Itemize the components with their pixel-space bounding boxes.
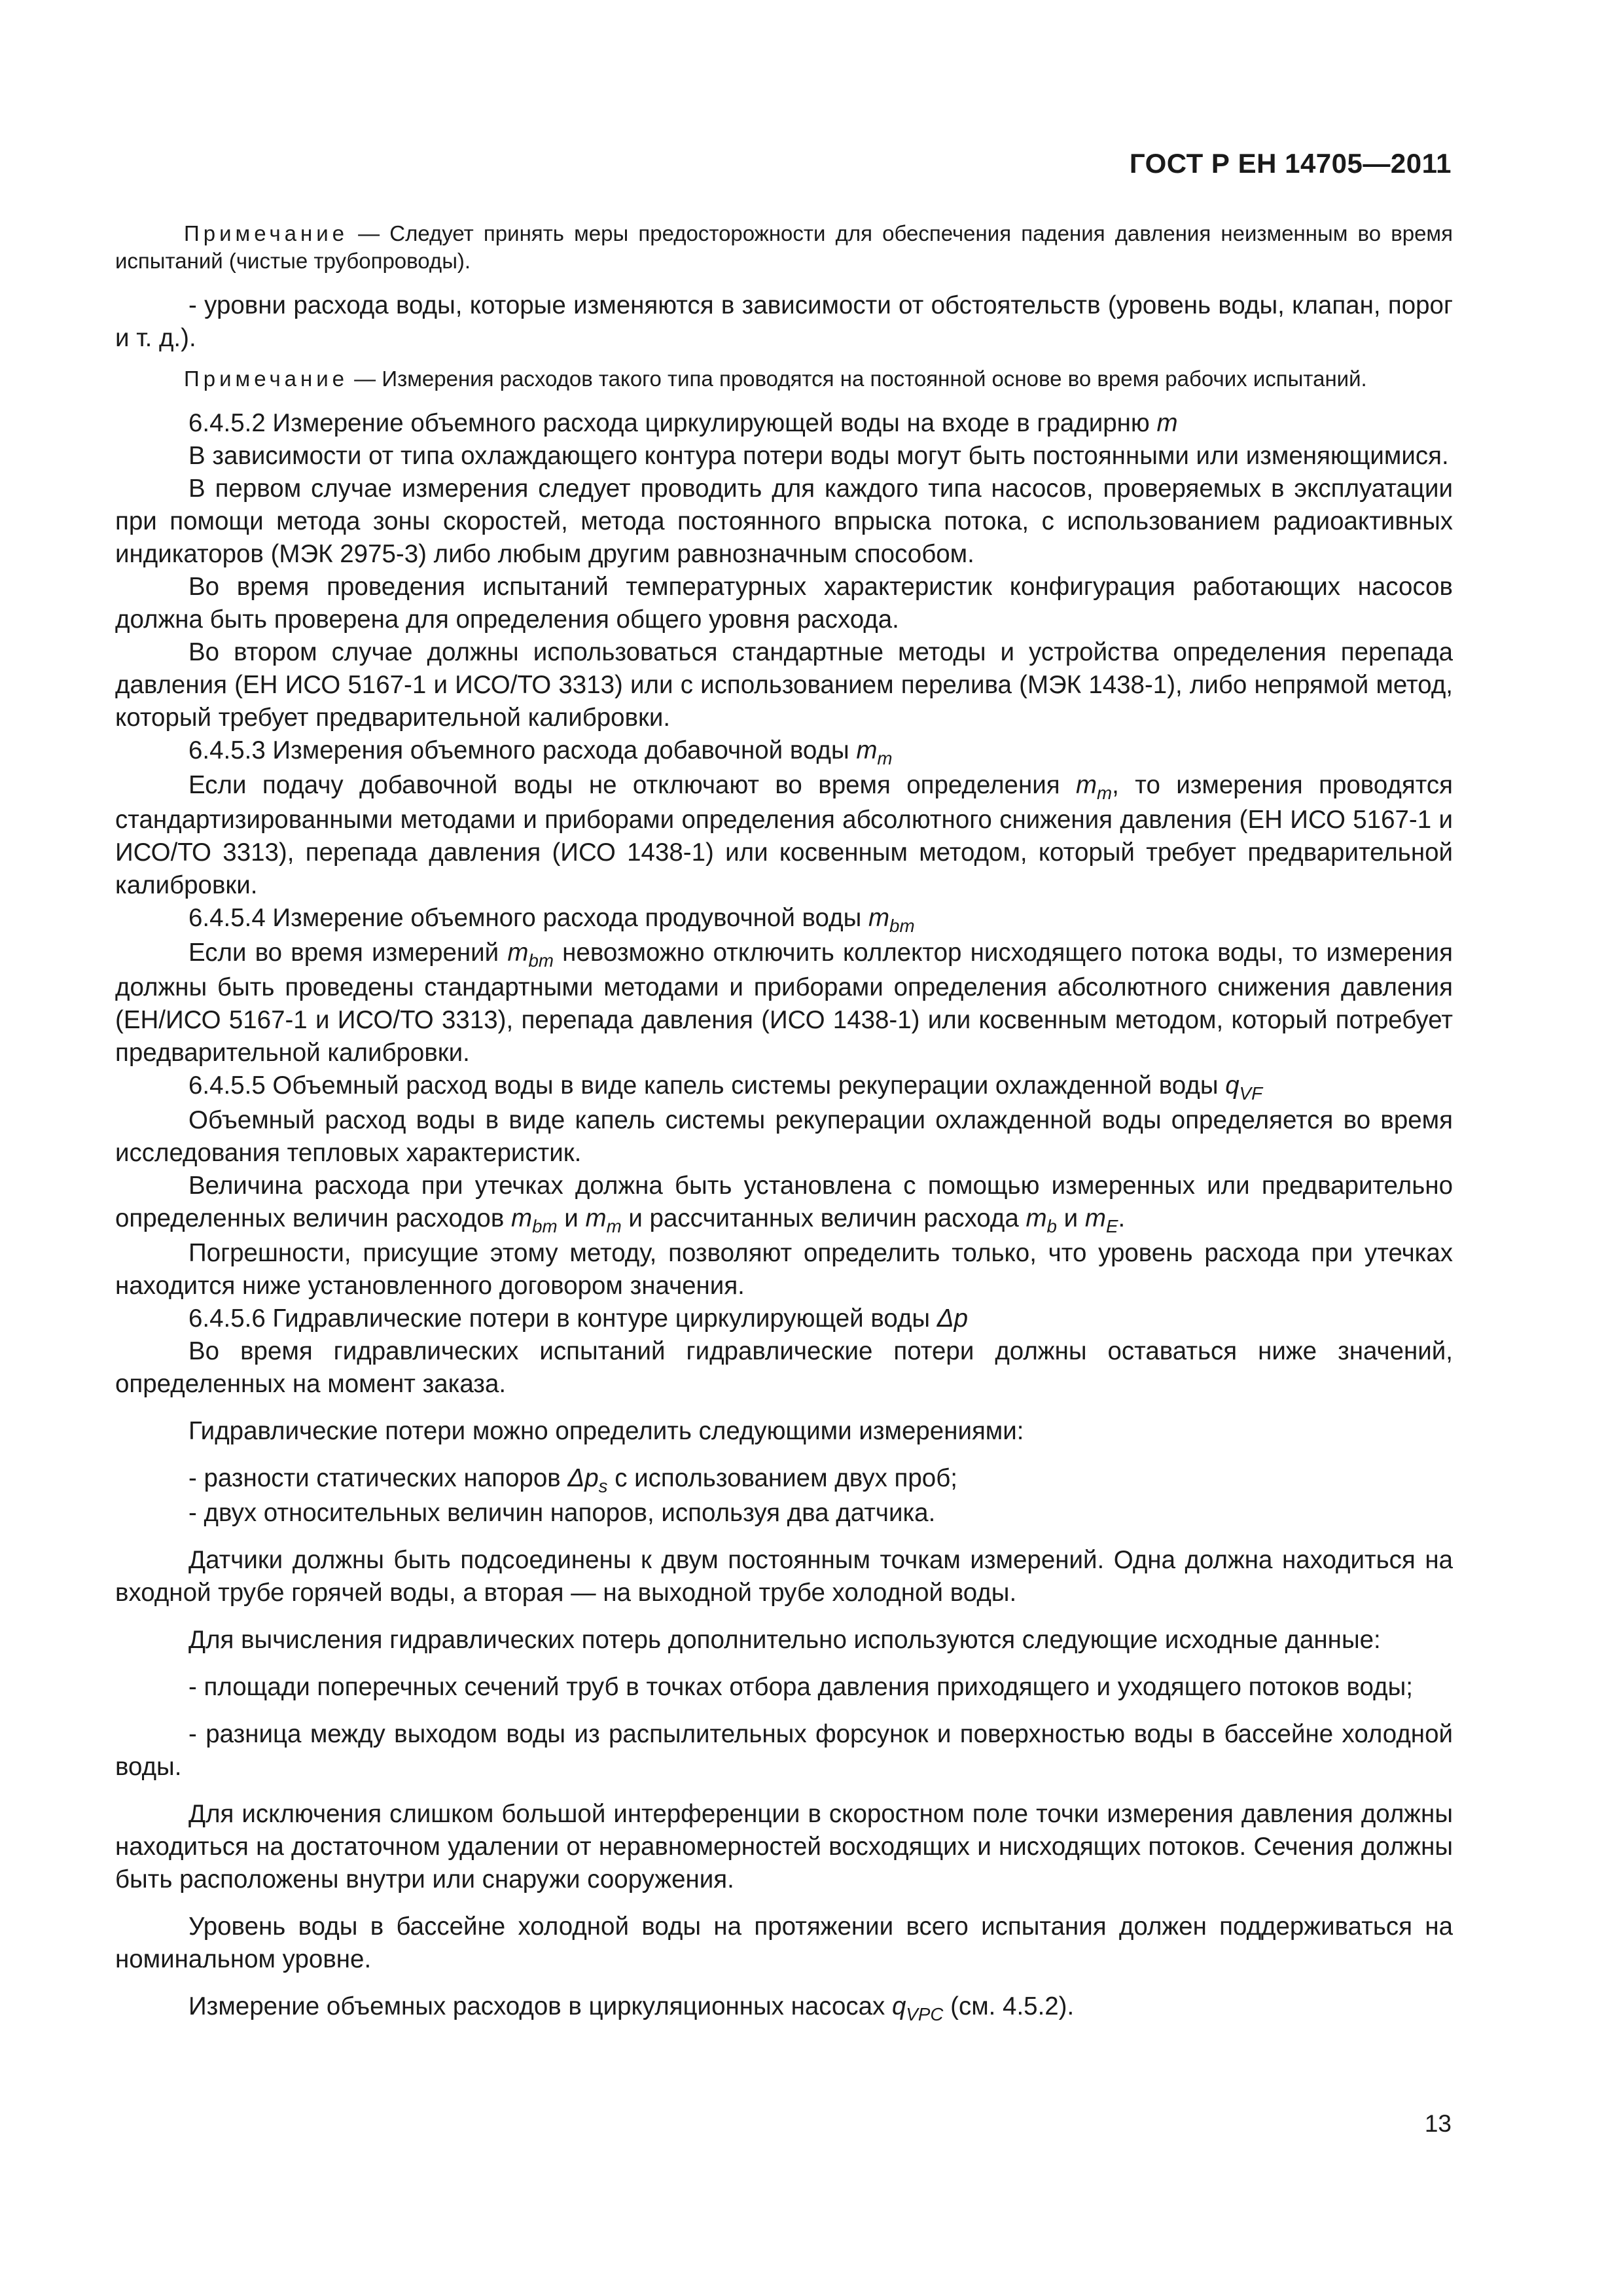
symbol-m-b: $m_b$ [1026,1204,1057,1236]
list-item: - разности статических напоров $\Delta p_s$ с использованием двух проб; [188,1464,957,1496]
heading-6-4-5-2: 6.4.5.2 Измерение объемного расхода циркулирующей воды на входе в градирню m [188,409,1178,437]
page-number: 13 [1424,2110,1452,2137]
symbol-m-m: $m_m$ [856,736,893,768]
note-1-text: — Следует принять меры предосторожности для обеспечения падения давления неизменным во время испытаний (чистые трубопроводы). [115,221,1453,273]
paragraph: Если во время измерений $m_{bm}$ невозможно отключить коллектор нисходящего потока воды, то измерения должны быть проведены стандартными методами и приборами определения абсолютного снижения давления (ЕН/ИСО 5167-1 и ИСО/ТО 3313), перепада давления (ИСО 1438-1) или косвенным методом, который потребует предварительной калибровки. [115,939,1453,1067]
page-content [115,220,1453,2025]
symbol-m-m: $m_m$ [585,1204,622,1236]
symbol-m-bm: $m_{bm}$ [510,1204,558,1236]
note-2 [115,365,1453,393]
paragraph: Измерение объемных расходов в циркуляционных насосах $q_{VPC}$ (см. 4.5.2). [188,1992,1075,2024]
symbol-m-bm: $m_{bm}$ [868,904,915,936]
paragraph: Гидравлические потери можно определить следующими измерениями: [188,1417,1024,1445]
symbol-q-vpc: $q_{VPC}$ [892,1992,944,2024]
paragraph: Погрешности, присущие этому методу, позволяют определить только, что уровень расхода при утечках находится ниже установленного договором значения. [115,1239,1453,1300]
paragraph: Во время гидравлических испытаний гидравлические потери должны оставаться ниже значений, определенных на момент заказа. [115,1337,1453,1398]
note-label: Примечание [184,367,349,391]
heading-6-4-5-6: 6.4.5.6 Гидравлические потери в контуре циркулирующей воды Δp [188,1304,969,1333]
note-1 [115,220,1453,275]
note-2-text: — Измерения расходов такого типа проводятся на постоянной основе во время рабочих испытаний. [348,367,1367,391]
paragraph: Для вычисления гидравлических потерь дополнительно используются следующие исходные данные: [188,1626,1381,1654]
note-label: Примечание [184,221,349,245]
heading-6-4-5-5: 6.4.5.5 Объемный расход воды в виде капель системы рекуперации охлажденной воды $q_{VF}$ [188,1071,1263,1103]
symbol-delta-p: Δp [936,1304,969,1333]
list-item: - площади поперечных сечений труб в точках отбора давления приходящего и уходящего потоков воды; [188,1673,1413,1701]
list-item: - разница между выходом воды из распылительных форсунок и поверхностью воды в бассейне холодной воды. [115,1720,1453,1781]
standard-header: ГОСТ Р ЕН 14705—2011 [1129,148,1452,179]
paragraph: Во время проведения испытаний температурных характеристик конфигурация работающих насосов должна быть проверена для определения общего уровня расхода. [115,573,1453,634]
list-item-water-levels: - уровни расхода воды, которые изменяются в зависимости от обстоятельств (уровень воды, клапан, порог и т. д.). [115,291,1453,352]
paragraph: В первом случае измерения следует проводить для каждого типа насосов, проверяемых в эксплуатации при помощи метода зоны скоростей, метода постоянного впрыска потока, с использованием радиоактивных индикаторов (МЭК 2975-3) либо любым другим равнозначным способом. [115,475,1453,568]
heading-6-4-5-4: 6.4.5.4 Измерение объемного расхода продувочной воды $m_{bm}$ [188,904,915,936]
symbol-m-bm: $m_{bm}$ [507,939,554,971]
symbol-delta-p-s: $\Delta p_s$ [567,1464,608,1496]
symbol-m: m [1156,409,1178,437]
symbol-q-vf: $q_{VF}$ [1225,1071,1263,1103]
paragraph: Для исключения слишком большой интерференции в скоростном поле точки измерения давления должны находиться на достаточном удалении от неравномерностей восходящих и нисходящих потоков. Сечения должны быть расположены внутри или снаружи сооружения. [115,1800,1453,1893]
paragraph: Объемный расход воды в виде капель системы рекуперации охлажденной воды определяется во время исследования тепловых характеристик. [115,1106,1453,1167]
paragraph: В зависимости от типа охлаждающего контура потери воды могут быть постоянными или изменяющимися. [188,442,1449,470]
paragraph: Величина расхода при утечках должна быть установлена с помощью измеренных или предварительно определенных величин расходов $m_{bm}$ и $m_m$ и рассчитанных величин расхода $m_b$ и $m_E$. [115,1172,1453,1236]
list-item: - двух относительных величин напоров, используя два датчика. [188,1499,936,1527]
paragraph: Во втором случае должны использоваться стандартные методы и устройства определения перепада давления (ЕН ИСО 5167-1 и ИСО/ТО 3313) или с использованием перелива (МЭК 1438-1), либо непрямой метод, который требует предварительной калибровки. [115,638,1453,732]
symbol-m-e: $m_E$ [1084,1204,1118,1236]
paragraph: Если подачу добавочной воды не отключают во время определения $m_m$, то измерения проводятся стандартизированными методами и приборами определения абсолютного снижения давления (ЕН ИСО 5167-1 и ИСО/ТО 3313), перепада давления (ИСО 1438-1) или косвенным методом, который требует предварительной калибровки. [115,771,1454,899]
heading-6-4-5-3: 6.4.5.3 Измерения объемного расхода добавочной воды $m_m$ [188,736,893,768]
symbol-m-m: $m_m$ [1075,771,1113,803]
paragraph: Датчики должны быть подсоединены к двум постоянным точкам измерений. Одна должна находиться на входной трубе горячей воды, а вторая — на выходной трубе холодной воды. [115,1546,1453,1607]
paragraph: Уровень воды в бассейне холодной воды на протяжении всего испытания должен поддерживаться на номинальном уровне. [115,1912,1453,1973]
